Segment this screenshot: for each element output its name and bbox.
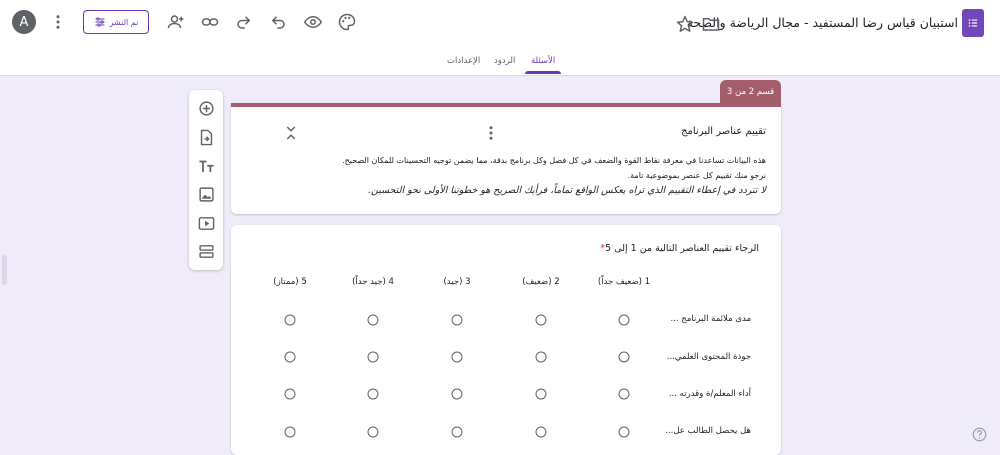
add-section-icon[interactable]: [196, 241, 216, 261]
column-header-3: 3 (جيد): [443, 277, 471, 287]
radio-row4-col2[interactable]: [536, 427, 547, 438]
floating-toolbar: [189, 90, 223, 270]
question-card[interactable]: [231, 225, 781, 455]
form-title[interactable]: استبيان قياس رضا المستفيد - مجال الرياضة والصحة: [686, 15, 958, 30]
section-title[interactable]: تقييم عناصر البرنامج: [681, 126, 766, 137]
radio-row4-col1[interactable]: [619, 427, 630, 438]
forms-logo-icon[interactable]: [962, 9, 984, 37]
section-description-line-2: نرجو منك تقييم كل عنصر بموضوعية تامة.: [627, 171, 766, 180]
publish-settings-icon: [94, 16, 106, 28]
undo-icon[interactable]: [268, 12, 288, 32]
section-description-line-3: لا تتردد في إعطاء التقييم الذي تراه يعكس الواقع تماماً، فرأيك الصريح هو خطوتنا الأولى نحو التحسين.: [368, 185, 766, 196]
radio-row2-col5[interactable]: [285, 352, 296, 363]
active-tab-indicator: [525, 71, 561, 74]
column-header-1: 1 (ضعيف جداً): [597, 277, 651, 287]
section-header-card[interactable]: [231, 103, 781, 214]
column-header-5: 5 (ممتاز): [273, 277, 307, 287]
radio-row1-col2[interactable]: [536, 315, 547, 326]
collapse-icon[interactable]: [281, 123, 301, 143]
section-description-line-1: هذه البيانات تساعدنا في معرفة نقاط القوة والضعف في كل فصل وكل برنامج بدقة، مما يضمن توجيه التحسينات للمكان الصحيح.: [342, 156, 766, 165]
radio-row2-col1[interactable]: [619, 352, 630, 363]
publish-label: تم النشر: [109, 17, 139, 27]
tab-questions[interactable]: الأسئلة: [531, 56, 556, 66]
more-vert-icon[interactable]: [481, 123, 501, 143]
more-vert-icon[interactable]: [48, 12, 68, 32]
avatar[interactable]: A: [12, 10, 36, 34]
publish-button[interactable]: [83, 10, 149, 34]
radio-row2-col3[interactable]: [452, 352, 463, 363]
palette-icon[interactable]: [337, 12, 357, 32]
help-icon[interactable]: [972, 427, 987, 442]
radio-row1-col5[interactable]: [285, 315, 296, 326]
add-title-icon[interactable]: [196, 156, 216, 176]
radio-row4-col4[interactable]: [368, 427, 379, 438]
radio-row1-col4[interactable]: [368, 315, 379, 326]
top-bar: [0, 0, 1000, 76]
radio-row4-col5[interactable]: [285, 427, 296, 438]
add-video-icon[interactable]: [196, 213, 216, 233]
add-question-icon[interactable]: [196, 98, 216, 118]
tab-settings[interactable]: الإعدادات: [447, 56, 481, 66]
radio-row3-col3[interactable]: [452, 389, 463, 400]
grid-row-label-1: مدى ملائمة البرنامج ...: [670, 314, 751, 324]
radio-row1-col3[interactable]: [452, 315, 463, 326]
column-header-4: 4 (جيد جداً): [352, 277, 394, 287]
column-header-2: 2 (ضعيف): [522, 277, 560, 287]
radio-row4-col3[interactable]: [452, 427, 463, 438]
required-mark: *: [600, 243, 606, 254]
radio-row1-col1[interactable]: [619, 315, 630, 326]
left-scroll-handle[interactable]: [2, 255, 7, 285]
radio-row3-col1[interactable]: [619, 389, 630, 400]
folder-icon[interactable]: [701, 14, 721, 34]
redo-icon[interactable]: [234, 12, 254, 32]
radio-row2-col4[interactable]: [368, 352, 379, 363]
tab-responses[interactable]: الردود: [494, 56, 516, 66]
radio-row2-col2[interactable]: [536, 352, 547, 363]
radio-row3-col5[interactable]: [285, 389, 296, 400]
question-title[interactable]: [594, 243, 759, 254]
star-icon[interactable]: [675, 14, 695, 34]
radio-row3-col4[interactable]: [368, 389, 379, 400]
import-questions-icon[interactable]: [196, 127, 216, 147]
preview-eye-icon[interactable]: [303, 12, 323, 32]
question-title-text: الرجاء تقييم العناصر التالية من 1 إلى 5: [605, 243, 759, 254]
add-collaborator-icon[interactable]: [166, 12, 186, 32]
add-image-icon[interactable]: [196, 184, 216, 204]
grid-row-label-4: هل يحصل الطالب عل...: [665, 426, 751, 436]
tabs-bar: [0, 52, 1000, 75]
grid-row-label-3: أداء المعلم/ة وقدرته ...: [668, 389, 751, 399]
grid-row-label-2: جودة المحتوى العلمي...: [666, 352, 751, 362]
radio-row3-col2[interactable]: [536, 389, 547, 400]
section-badge: قسم 2 من 3: [720, 80, 781, 103]
link-icon[interactable]: [200, 12, 220, 32]
